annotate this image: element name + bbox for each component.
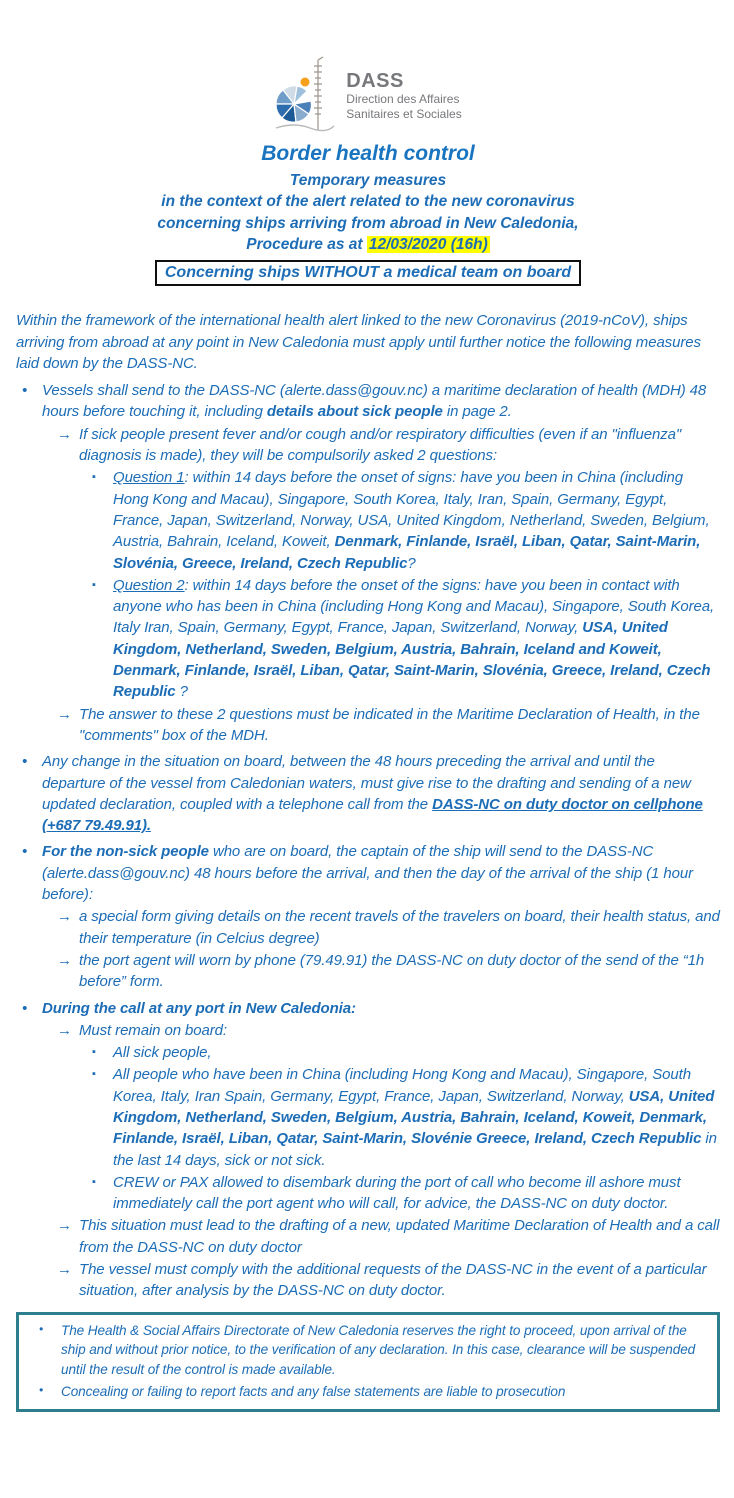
list-item [16, 841, 720, 905]
text-segment: CREW or PAX allowed to disembark during the port of call who become ill ashore must immediately call the port agent who will call, for advice, the DASS-NC on duty doctor. [113, 1173, 681, 1213]
title-block [16, 142, 720, 286]
bullet-icon: • [39, 1321, 44, 1336]
text-segment: USA, United Kingdom, Netherland, Sweden, Belgium, Austria, Bahrain, Iceland, Koweit, Denmark, Finlande, Israël, Liban, Qatar, Saint-Marin, Slovénie Greece, Ireland, Czech Republic [113, 1087, 715, 1148]
text-segment: If sick people present fever and/or cough and/or respiratory difficulties (even if an "influenza" diagnosis is made), they will be compulsorily asked 2 questions: [79, 425, 682, 465]
bullet-icon: • [22, 753, 28, 771]
logo-text [346, 70, 461, 122]
list-item [16, 1259, 720, 1302]
list-item [16, 1215, 720, 1258]
list-item [16, 950, 720, 993]
list-item [16, 467, 720, 573]
measures-list [16, 380, 720, 1301]
list-item-text [113, 1172, 720, 1215]
text-segment: Denmark, Finlande, Israël, Liban, Qatar, Saint-Marin, Slovénia, Greece, Ireland, Czech Republic [113, 533, 701, 572]
text-segment: ? [407, 554, 416, 572]
list-item [16, 424, 720, 467]
text-segment: The vessel must comply with the additional requests of the DASS-NC in the event of a particular situation, after analysis by the DASS-NC on duty doctor. [79, 1261, 707, 1300]
bullet-icon: • [22, 999, 28, 1017]
list-item [16, 575, 720, 703]
bullet-icon: • [22, 843, 28, 861]
bullet-icon: • [22, 382, 28, 400]
text-segment: : within 14 days before the onset of the signs: have you been in contact with anyone who has been in China (including Hong Kong and Macau), Singapore, South Korea, Italy Iran, Spain, Germany, Egypt, France, Japan, Switzerland, Norway, [113, 576, 715, 637]
page-title: Border health control [261, 142, 475, 165]
intro-paragraph: Within the framework of the international health alert linked to the new Coronavirus (2019-nCoV), ships arriving from abroad at any point in New Caledonia must apply until further notice the following measures laid down by the DASS-NC. [16, 312, 701, 372]
subtitle-line: Temporary measures [289, 172, 447, 189]
text-segment: All people who have been in China (including Hong Kong and Macau), Singapore, South Korea, Italy, Iran Spain, Germany, Egypt, France, Japan, Switzerland, Norway, [113, 1066, 691, 1105]
footer-box [16, 1312, 720, 1413]
list-item [23, 1382, 707, 1402]
text-segment: USA, United Kingdom, Netherland, Sweden, Belgium, Austria, Bahrain, Iceland and Koweit, Denmark, Finlande, Israël, Liban, Qatar, Saint-Marin, Slovénia, Greece, Ireland, Czech Republic [113, 619, 711, 701]
text-segment: ? [175, 683, 188, 701]
logo-acronym: DASS [346, 70, 404, 92]
logo-org-line2: Sanitaires et Sociales [346, 107, 462, 121]
text-segment: This situation must lead to the drafting of a new, updated Maritime Declaration of Health and a call from the DASS-NC on duty doctor [79, 1217, 720, 1256]
list-item-text [113, 1064, 720, 1170]
boxed-note: Concerning ships WITHOUT a medical team on board [155, 260, 581, 287]
list-item-text [79, 950, 720, 993]
list-item-text [79, 704, 720, 747]
list-item [16, 704, 720, 747]
procedure-line [16, 234, 720, 255]
list-item-text [113, 1042, 720, 1063]
text-segment: Question 2 [113, 576, 185, 594]
text-segment: Any change in the situation on board, between the 48 hours preceding the arrival and until the departure of the vessel from Caledonian waters, must give rise to the drafting and sending of a new updated declaration, coupled with a telephone call from the [42, 753, 691, 813]
square-icon: ▪ [92, 578, 96, 591]
list-item-text [113, 467, 720, 573]
subtitle-line: concerning ships arriving from abroad in New Caledonia, [157, 214, 579, 232]
list-item [16, 380, 720, 423]
text-segment: The answer to these 2 questions must be indicated in the Maritime Declaration of Health, in the "comments" box of the MDH. [79, 705, 700, 744]
arrow-icon: → [57, 951, 72, 969]
text-segment: Concealing or failing to report facts and any false statements are liable to prosecution [61, 1383, 566, 1399]
text-segment: For the non-sick people [42, 843, 209, 861]
list-item [16, 1020, 720, 1041]
list-item-text [79, 906, 720, 949]
text-segment: the port agent will worn by phone (79.49.91) the DASS-NC on duty doctor of the send of the “1h before” form. [79, 951, 705, 991]
text-segment: Question 1 [113, 469, 185, 487]
logo-org-line1: Direction des Affaires [346, 92, 460, 106]
text-segment: who are on board, the captain of the ship will send to the DASS-NC (alerte.dass@gouv.nc) 48 hours before the arrival, and then the day of the arrival of the ship (1 hour before): [42, 843, 693, 904]
list-item-text [42, 751, 720, 836]
list-item-text [61, 1382, 707, 1402]
list-item [16, 1172, 720, 1215]
list-item-text [42, 841, 720, 905]
list-item-text [42, 998, 720, 1019]
arrow-icon: → [57, 1021, 72, 1039]
list-item-text [61, 1321, 707, 1380]
procedure-prefix: Procedure as at [246, 236, 367, 254]
list-item [16, 1064, 720, 1170]
arrow-icon: → [57, 1217, 72, 1235]
bullet-icon: • [39, 1382, 44, 1397]
text-segment: Vessels shall send to the DASS-NC (alerte.dass@gouv.nc) a maritime declaration of health (MDH) 48 hours before touching it, including [42, 382, 707, 421]
list-item [16, 1042, 720, 1063]
list-item-text [79, 1020, 720, 1041]
text-segment: The Health & Social Affairs Directorate of New Caledonia reserves the right to proceed, upon arrival of the ship and without prior notice, to the verification of any declaration. In this case, clearance will be suspended until the result of the control is made available. [61, 1322, 696, 1378]
arrow-icon: → [57, 908, 72, 926]
logo-orange-dot [301, 78, 310, 87]
square-icon: ▪ [92, 471, 96, 484]
square-icon: ▪ [92, 1046, 96, 1059]
dass-logo-icon [274, 56, 336, 136]
list-item [16, 906, 720, 949]
text-segment: All sick people, [113, 1044, 212, 1062]
text-segment: Must remain on board: [79, 1021, 227, 1039]
list-item [16, 751, 720, 836]
footer-list [23, 1321, 707, 1402]
subtitle-line: in the context of the alert related to the new coronavirus [161, 193, 575, 211]
text-segment: details about sick people [266, 403, 443, 421]
square-icon: ▪ [92, 1068, 96, 1081]
list-item-text [79, 424, 720, 467]
text-segment: in page 2. [442, 403, 512, 421]
list-item [16, 998, 720, 1019]
dass-logo [16, 56, 720, 136]
list-item-text [113, 575, 720, 703]
arrow-icon: → [57, 705, 72, 723]
text-segment: a special form giving details on the recent travels of the travelers on board, their health status, and their temperature (in Celcius degree) [79, 908, 720, 947]
square-icon: ▪ [92, 1175, 96, 1188]
arrow-icon: → [57, 1261, 72, 1279]
document-body [16, 310, 720, 1412]
list-item-text [42, 380, 720, 423]
list-item-text [79, 1259, 720, 1302]
text-segment: DASS-NC on duty doctor on cellphone (+687 79.49.91). [42, 795, 703, 835]
list-item [23, 1321, 707, 1380]
list-item-text [79, 1215, 720, 1258]
procedure-date-highlight: 12/03/2020 (16h) [368, 236, 488, 254]
text-segment: During the call at any port in New Caledonia: [42, 999, 356, 1017]
text-segment: in the last 14 days, sick or not sick. [113, 1130, 717, 1169]
arrow-icon: → [57, 425, 72, 443]
text-segment: : within 14 days before the onset of signs: have you been in China (including Hong Kong and Macau), Singapore, South Korea, Italy, Iran, Spain, Germany, Egypt, France, Japan, Switzerland, Norway, USA, United Kingdom, Netherland, Sweden, Belgium, Austria, Bahrain, Iceland, Koweit, [113, 469, 710, 551]
